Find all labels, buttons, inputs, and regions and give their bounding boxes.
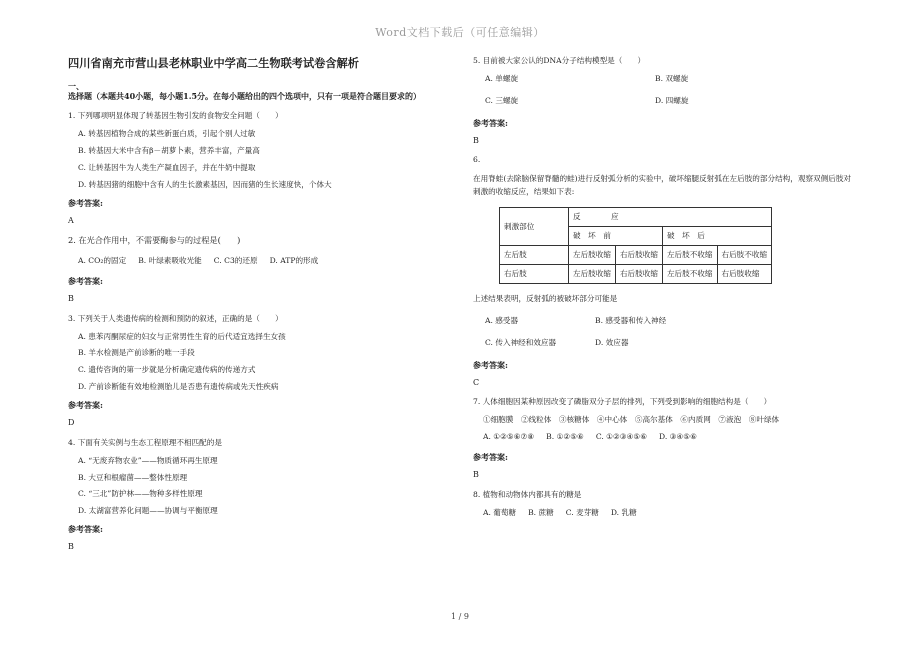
answer-label: 参考答案: xyxy=(473,359,508,370)
q1-option-c: C. 让转基因牛为人类生产凝血因子，并在牛奶中提取 xyxy=(78,162,256,172)
q4-answer: B xyxy=(68,542,74,552)
q5-option-b: B. 双螺旋 xyxy=(655,73,689,83)
answer-label: 参考答案: xyxy=(68,400,103,411)
section-description: 选择题（本题共40小题，每小题1.5分。在每小题给出的四个选项中，只有一项是符合题目要求的） xyxy=(68,90,422,101)
q8-options xyxy=(483,508,858,518)
q2-options xyxy=(78,256,458,266)
q6-option-c: C. 传入神经和效应器 xyxy=(485,337,557,347)
page-number: 1 / 9 xyxy=(451,612,469,621)
q3-option-b: B. 羊水检测是产前诊断的唯一手段 xyxy=(78,348,195,358)
q8-option-d: D. 乳糖 xyxy=(610,507,637,517)
table-cell: 左后肢收缩 xyxy=(569,246,616,265)
table-subheader-after: 破 坏 后 xyxy=(662,227,771,246)
table-cell: 左后肢不收缩 xyxy=(662,246,717,265)
table-cell: 右后肢收缩 xyxy=(615,265,662,284)
table-row xyxy=(500,246,772,265)
question-3: 3. 下列关于人类遗传病的检测和预防的叙述，正确的是（ ） xyxy=(68,313,283,323)
table-cell: 右后肢收缩 xyxy=(717,265,772,284)
q7-option-a: A. ①②⑤⑥⑦⑧ xyxy=(483,432,535,442)
question-4: 4. 下面有关实例与生态工程原理不相匹配的是 xyxy=(68,437,222,447)
q6-option-d: D. 效应器 xyxy=(595,337,629,347)
question-6-number: 6. xyxy=(473,155,481,165)
q2-option-c: C. C3的还原 xyxy=(213,256,258,266)
q5-option-d: D. 四螺旋 xyxy=(655,95,689,105)
table-cell: 右后肢 xyxy=(500,265,569,284)
question-7: 7. 人体细胞因某种原因改变了磷脂双分子层的排列，下列受到影响的细胞结构是（ ） xyxy=(473,397,772,407)
reflex-results-table xyxy=(499,207,772,284)
answer-label: 参考答案: xyxy=(68,275,103,286)
q7-option-d: D. ③④⑤⑥ xyxy=(659,432,697,442)
table-cell: 左后肢收缩 xyxy=(569,265,616,284)
q6-option-b: B. 感受器和传入神经 xyxy=(595,315,667,325)
q1-option-b: B. 转基因大米中含有β－胡萝卜素，营养丰富，产量高 xyxy=(78,146,260,156)
section-number: 一、 xyxy=(68,80,84,91)
q3-option-a: A. 患苯丙酮尿症的妇女与正常男性生育的后代适宜选择生女孩 xyxy=(78,331,286,341)
q4-option-c: C. “三北”防护林——物种多样性原理 xyxy=(78,489,203,499)
q3-option-c: C. 遗传咨询的第一步就是分析确定遗传病的传递方式 xyxy=(78,365,256,375)
q7-option-c: C. ①②③④⑤⑥ xyxy=(595,432,648,442)
q2-option-a: A. CO₂的固定 xyxy=(78,256,127,266)
question-8: 8. 植物和动物体内都具有的糖是 xyxy=(473,489,582,499)
right-column xyxy=(473,56,858,527)
question-6: 在用脊蛙(去除脑保留脊髓的蛙)进行反射弧分析的实验中，破坏缩腿反射弧在左后肢的部分结构，观察双侧后肢对刺激的收缩反应，结果如下表: xyxy=(473,174,852,197)
question-1: 1. 下列哪项明显体现了转基因生物引发的食物安全问题（ ） xyxy=(68,111,283,121)
q7-items: ①细胞膜 ②线粒体 ③核糖体 ④中心体 ⑤高尔基体 ⑥内质网 ⑦液泡 ⑧叶绿体 xyxy=(483,415,780,425)
table-header-site: 刺激部位 xyxy=(500,208,569,246)
q6-options xyxy=(485,316,858,348)
q1-answer: A xyxy=(68,216,74,226)
q8-option-c: C. 麦芽糖 xyxy=(565,507,599,517)
q5-options xyxy=(485,74,858,106)
table-cell: 左后肢 xyxy=(500,246,569,265)
q7-answer: B xyxy=(473,470,479,480)
q4-option-d: D. 太湖富营养化问题——协调与平衡原理 xyxy=(78,506,218,516)
page-header: Word文档下载后（可任意编辑） xyxy=(375,26,545,39)
q3-option-d: D. 产前诊断能有效地检测胎儿是否患有遗传病或先天性疾病 xyxy=(78,382,279,392)
q8-option-a: A. 葡萄糖 xyxy=(483,507,517,517)
table-cell: 右后肢收缩 xyxy=(615,246,662,265)
question-5: 5. 目前被大家公认的DNA分子结构模型是（ ） xyxy=(473,56,646,65)
table-subheader-before: 破 坏 前 xyxy=(569,227,663,246)
q4-option-a: A. “无废弃物农业”——物质循环再生原理 xyxy=(78,455,218,465)
q8-option-b: B. 蔗糖 xyxy=(528,507,554,517)
q5-answer: B xyxy=(473,135,479,145)
left-column xyxy=(68,56,458,562)
table-cell: 左后肢不收缩 xyxy=(662,265,717,284)
doc-title: 四川省南充市营山县老林职业中学高二生物联考试卷含解析 xyxy=(68,56,359,70)
q6-option-a: A. 感受器 xyxy=(485,315,519,325)
q6-conclusion: 上述结果表明，反射弧的被破坏部分可能是 xyxy=(473,294,618,304)
answer-label: 参考答案: xyxy=(68,197,103,208)
answer-label: 参考答案: xyxy=(473,451,508,462)
q4-option-b: B. 大豆和根瘤菌——整体性原理 xyxy=(78,472,188,482)
q7-options xyxy=(483,432,858,442)
table-header-response: 反 应 xyxy=(569,208,772,227)
q2-option-b: B. 叶绿素吸收光能 xyxy=(138,256,202,266)
table-cell: 右后肢不收缩 xyxy=(717,246,772,265)
q7-option-b: B. ①②⑤⑥ xyxy=(546,432,584,442)
q6-answer: C xyxy=(473,378,480,387)
answer-label: 参考答案: xyxy=(68,524,103,535)
question-2: 2. 在光合作用中，不需要酶参与的过程是( ) xyxy=(68,235,241,246)
q5-option-c: C. 三螺旋 xyxy=(485,95,519,105)
q1-option-d: D. 转基因猪的细胞中含有人的生长激素基因，因而猪的生长速度快，个体大 xyxy=(78,179,332,189)
q1-option-a: A. 转基因植物合成的某些新蛋白质，引起个别人过敏 xyxy=(78,129,256,139)
answer-label: 参考答案: xyxy=(473,117,508,128)
table-row xyxy=(500,265,772,284)
q5-option-a: A. 单螺旋 xyxy=(485,73,519,83)
q2-option-d: D. ATP的形成 xyxy=(269,256,319,266)
q2-answer: B xyxy=(68,294,74,304)
q3-answer: D xyxy=(68,418,75,428)
